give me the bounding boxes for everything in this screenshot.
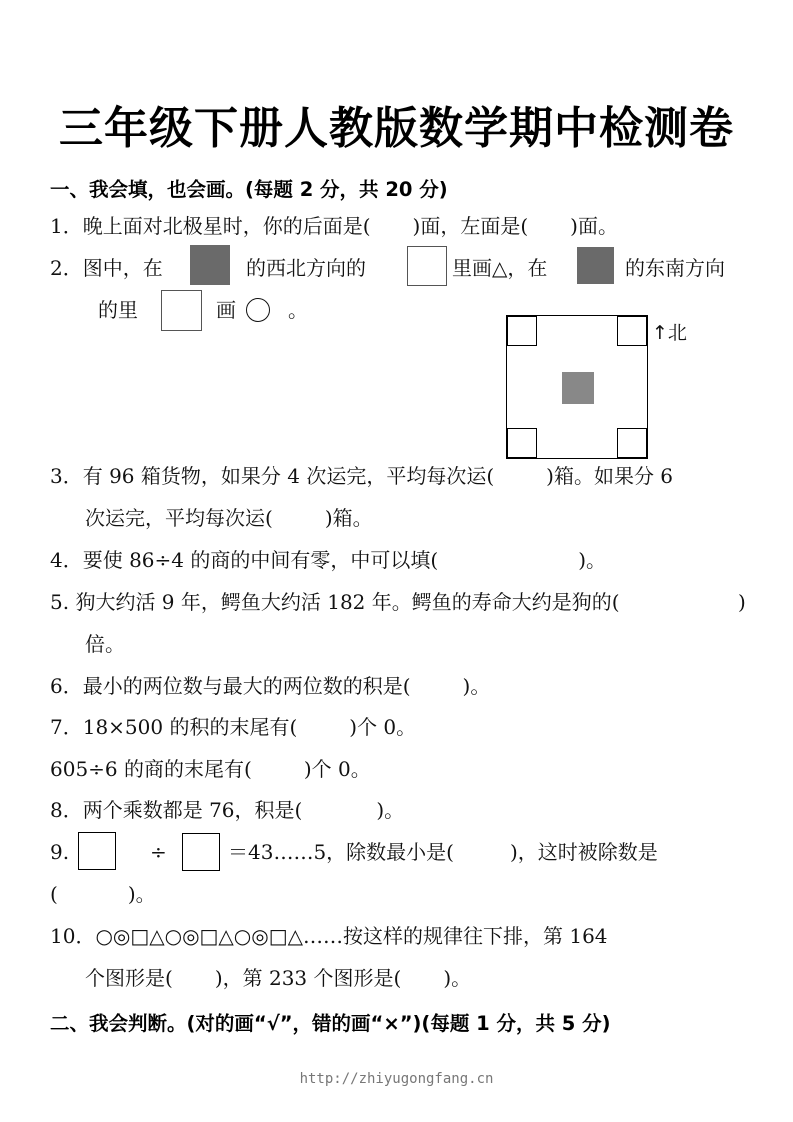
q5-text-b: ) bbox=[738, 590, 746, 614]
q6-text-a: 6．最小的两位数与最大的两位数的积是( bbox=[50, 674, 411, 698]
question-6 bbox=[50, 676, 490, 696]
q9-text-c: ＝43……5，除数最小是( bbox=[228, 840, 454, 864]
gray-square-2 bbox=[577, 247, 614, 284]
q7-text-d: )个 0。 bbox=[303, 757, 371, 781]
answer-box-1[interactable] bbox=[407, 246, 447, 286]
divisor-box[interactable] bbox=[182, 833, 220, 871]
q1-text-b: )面，左面是( bbox=[412, 214, 529, 238]
corner-box-ne[interactable] bbox=[617, 316, 647, 346]
page-title: 三年级下册人教版数学期中检测卷 bbox=[59, 103, 734, 154]
q5-text-a: 5. 狗大约活 9 年，鳄鱼大约活 182 年。鳄鱼的寿命大约是狗的( bbox=[50, 590, 620, 614]
q3-text-d: )箱。 bbox=[324, 506, 373, 530]
q2-text-c: 里画△，在 bbox=[452, 256, 548, 280]
q6-text-b: )。 bbox=[462, 674, 491, 698]
q3-text-a: 3．有 96 箱货物，如果分 4 次运完，平均每次运( bbox=[50, 464, 495, 488]
north-indicator bbox=[652, 318, 687, 345]
corner-box-sw[interactable] bbox=[507, 428, 537, 458]
q7-text-c: 605÷6 的商的末尾有( bbox=[50, 757, 252, 781]
corner-box-nw[interactable] bbox=[507, 316, 537, 346]
question-3 bbox=[50, 466, 673, 486]
q2-text-d: 的东南方向 bbox=[625, 256, 725, 280]
q4-text-b: )。 bbox=[578, 548, 606, 572]
q1-text-c: )面。 bbox=[570, 214, 618, 238]
q10-text-b: 个图形是( bbox=[85, 966, 173, 990]
q8-text-a: 8．两个乘数都是 76，积是( bbox=[50, 798, 303, 822]
q2-text-b: 的西北方向的 bbox=[246, 256, 366, 280]
question-3-cont bbox=[85, 508, 373, 528]
circle-icon bbox=[246, 298, 270, 322]
q5-text-c: 倍。 bbox=[85, 632, 125, 656]
q2-text-f: 画 bbox=[216, 298, 236, 322]
question-10 bbox=[50, 926, 608, 946]
north-arrow-icon: ↑ bbox=[652, 322, 668, 344]
corner-box-se[interactable] bbox=[617, 428, 647, 458]
dividend-box[interactable] bbox=[78, 832, 116, 870]
question-10-cont bbox=[85, 968, 471, 988]
answer-box-2[interactable] bbox=[161, 290, 202, 331]
question-9 bbox=[228, 842, 658, 862]
q10-text-a: 10．○◎□△○◎□△○◎□△……按这样的规律往下排，第 164 bbox=[50, 924, 608, 948]
q3-text-c: 次运完，平均每次运( bbox=[85, 506, 273, 530]
question-8 bbox=[50, 800, 404, 820]
q3-text-b: )箱。如果分 6 bbox=[546, 464, 674, 488]
q9-text-d: )，这时被除数是 bbox=[509, 840, 658, 864]
q9-text-b: ÷ bbox=[150, 840, 167, 864]
question-4 bbox=[50, 550, 606, 570]
q8-text-b: )。 bbox=[376, 798, 405, 822]
question-7-part2 bbox=[50, 759, 371, 779]
north-label: 北 bbox=[667, 322, 687, 344]
direction-diagram bbox=[506, 315, 648, 459]
q10-text-c: )，第 233 个图形是( bbox=[214, 966, 402, 990]
q4-text-a: 4．要使 86÷4 的商的中间有零，中可以填( bbox=[50, 548, 439, 572]
q10-text-d: )。 bbox=[443, 966, 472, 990]
question-5 bbox=[50, 592, 620, 612]
center-gray-square bbox=[562, 372, 594, 404]
q1-text-a: 1．晚上面对北极星时，你的后面是( bbox=[50, 214, 371, 238]
question-1 bbox=[50, 216, 618, 236]
gray-square-1 bbox=[190, 245, 230, 285]
section-1-heading: 一、我会填，也会画。(每题 2 分，共 20 分) bbox=[50, 178, 448, 201]
q7-text-a: 7．18×500 的积的末尾有( bbox=[50, 715, 298, 739]
q9-text-a: 9. bbox=[50, 840, 70, 864]
section-2-heading: 二、我会判断。(对的画“√”，错的画“×”)(每题 1 分，共 5 分) bbox=[50, 1012, 611, 1035]
q9-text-e: ( bbox=[50, 882, 58, 906]
q2-text-g: 。 bbox=[288, 298, 308, 322]
q7-text-b: )个 0。 bbox=[349, 715, 417, 739]
q9-text-f: )。 bbox=[127, 882, 156, 906]
q2-text-a: 2．图中，在 bbox=[50, 256, 163, 280]
q2-text-e: 的里 bbox=[98, 298, 138, 322]
question-9-cont bbox=[50, 884, 156, 904]
footer-url: http://zhiyugongfang.cn bbox=[299, 1071, 494, 1087]
question-7 bbox=[50, 717, 416, 737]
